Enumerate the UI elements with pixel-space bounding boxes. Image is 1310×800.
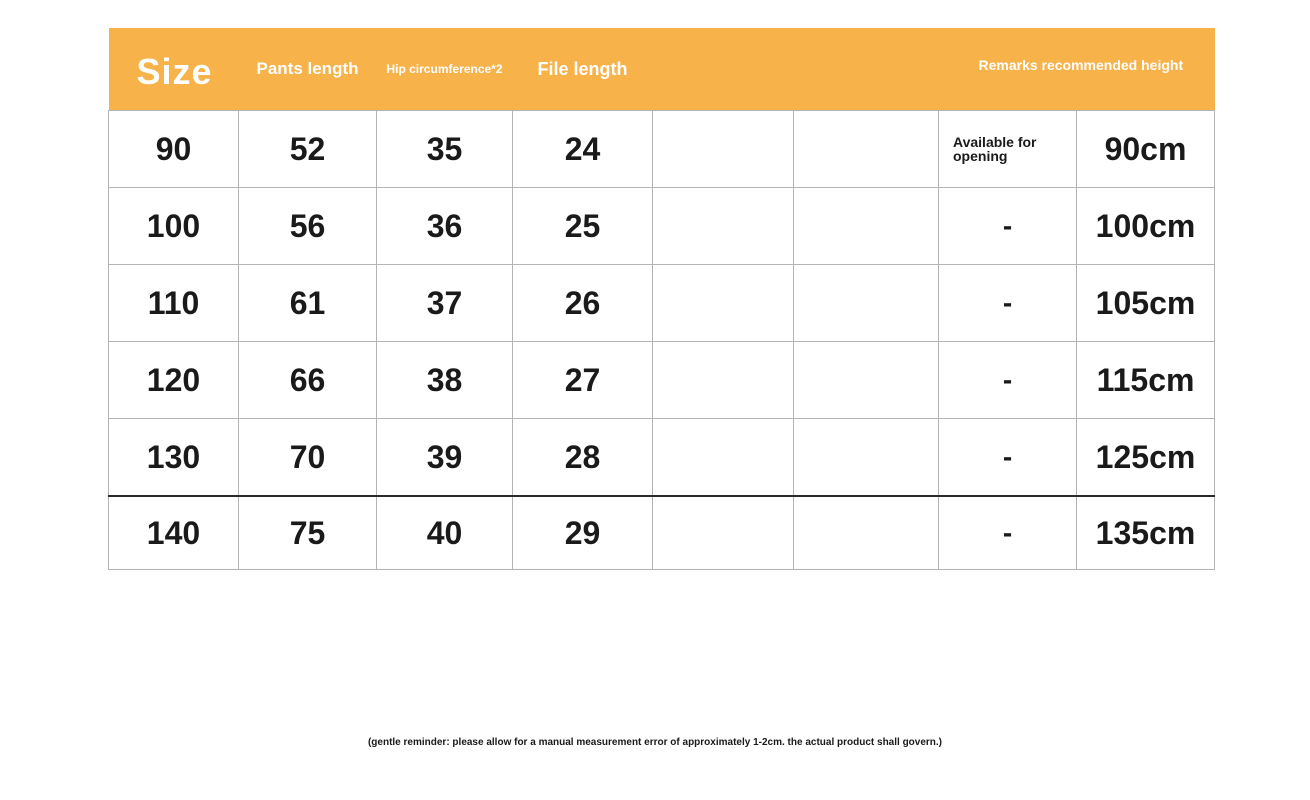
cell-size: 90 xyxy=(109,111,239,188)
header-remarks-height: Remarks recommended height xyxy=(939,28,1215,111)
cell-hip: 35 xyxy=(377,111,513,188)
cell-remarks: - xyxy=(939,496,1077,570)
cell-hip: 38 xyxy=(377,342,513,419)
cell-file-length: 24 xyxy=(513,111,653,188)
cell-empty xyxy=(653,265,794,342)
cell-pants-length: 61 xyxy=(239,265,377,342)
table-row xyxy=(109,111,1215,188)
cell-size: 110 xyxy=(109,265,239,342)
cell-size: 130 xyxy=(109,419,239,497)
cell-height: 115cm xyxy=(1077,342,1215,419)
header-empty-1 xyxy=(653,28,794,111)
cell-empty xyxy=(794,342,939,419)
table-row xyxy=(109,342,1215,419)
cell-size: 100 xyxy=(109,188,239,265)
cell-height: 125cm xyxy=(1077,419,1215,497)
table-row xyxy=(109,496,1215,570)
cell-pants-length: 56 xyxy=(239,188,377,265)
table-row xyxy=(109,419,1215,497)
cell-height: 90cm xyxy=(1077,111,1215,188)
cell-file-length: 29 xyxy=(513,496,653,570)
header-pants-length: Pants length xyxy=(239,28,377,111)
size-chart-table xyxy=(108,28,1215,570)
cell-hip: 40 xyxy=(377,496,513,570)
cell-pants-length: 75 xyxy=(239,496,377,570)
table-row xyxy=(109,265,1215,342)
cell-pants-length: 52 xyxy=(239,111,377,188)
cell-remarks: - xyxy=(939,188,1077,265)
cell-remarks: - xyxy=(939,342,1077,419)
cell-remarks: - xyxy=(939,265,1077,342)
cell-pants-length: 70 xyxy=(239,419,377,497)
measurement-reminder: (gentle reminder: please allow for a manual measurement error of approximately 1-2cm. the actual product shall govern.) xyxy=(367,737,943,748)
cell-empty xyxy=(653,419,794,497)
cell-size: 120 xyxy=(109,342,239,419)
cell-file-length: 26 xyxy=(513,265,653,342)
cell-hip: 39 xyxy=(377,419,513,497)
cell-empty xyxy=(794,496,939,570)
header-file-length: File length xyxy=(513,28,653,111)
cell-height: 100cm xyxy=(1077,188,1215,265)
cell-height: 135cm xyxy=(1077,496,1215,570)
cell-empty xyxy=(794,265,939,342)
header-empty-2 xyxy=(794,28,939,111)
header-hip-circumference: Hip circumference*2 xyxy=(377,28,513,111)
cell-size: 140 xyxy=(109,496,239,570)
header-row xyxy=(109,28,1215,111)
cell-pants-length: 66 xyxy=(239,342,377,419)
cell-empty xyxy=(794,111,939,188)
cell-empty xyxy=(653,342,794,419)
cell-empty xyxy=(653,111,794,188)
cell-height: 105cm xyxy=(1077,265,1215,342)
cell-hip: 36 xyxy=(377,188,513,265)
cell-file-length: 28 xyxy=(513,419,653,497)
table-row xyxy=(109,188,1215,265)
cell-empty xyxy=(653,496,794,570)
cell-file-length: 25 xyxy=(513,188,653,265)
cell-hip: 37 xyxy=(377,265,513,342)
cell-remarks: - xyxy=(939,419,1077,497)
cell-empty xyxy=(653,188,794,265)
cell-remarks: Available for opening xyxy=(939,111,1077,188)
cell-file-length: 27 xyxy=(513,342,653,419)
cell-empty xyxy=(794,419,939,497)
header-size: Size xyxy=(109,28,239,111)
cell-empty xyxy=(794,188,939,265)
